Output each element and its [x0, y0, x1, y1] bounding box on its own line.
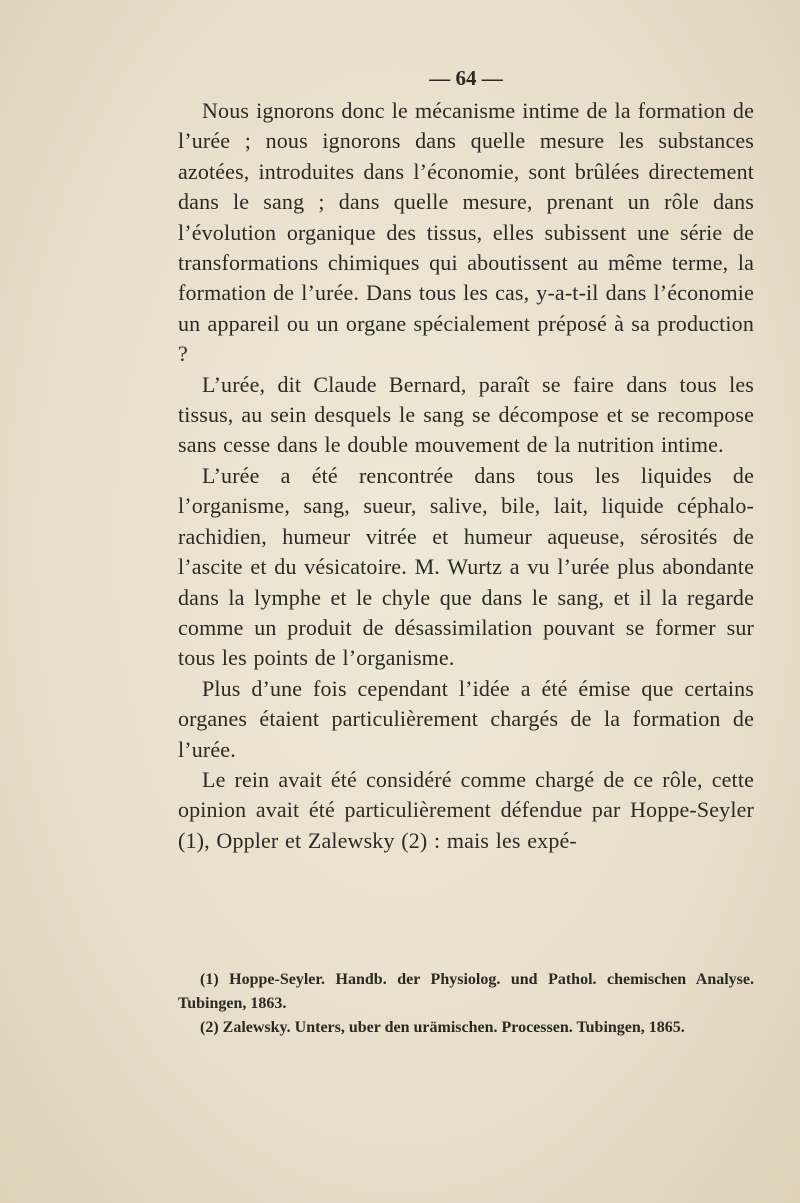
- page-number: — 64 —: [429, 66, 503, 90]
- paragraph-1: Nous ignorons donc le mécanisme intime de la formation de l’urée ; nous ignorons dans quelle mesure les substances azotées, introduites dans l’économie, sont brûlées directement dans le sang ; dans quelle mesure, prenant un rôle dans l’évolution organique des tissus, elles subissent une série de transformations chimiques qui aboutissent au même terme, la formation de l’urée. Dans tous les cas, y-a-t-il dans l’économie un appareil ou un organe spécialement préposé à sa production ?: [178, 98, 754, 367]
- paragraph-3: L’urée a été rencontrée dans tous les liquides de l’organisme, sang, sueur, salive, bile, lait, liquide céphalo-rachidien, humeur vitrée et humeur aqueuse, sérosités de l’ascite et du vésicatoire. M. Wurtz a vu l’urée plus abondante dans la lymphe et le chyle que dans le sang, et il la regarde comme un produit de désassimilation pouvant se former sur tous les points de l’organisme.: [178, 462, 754, 671]
- footnote-1: (1) Hoppe-Seyler. Handb. der Physiolog. und Pathol. chemischen Analyse. Tubingen, 1863.: [178, 971, 754, 1012]
- paragraph-5: Le rein avait été considéré comme chargé de ce rôle, cette opinion avait été particulièrement défendue par Hoppe-Seyler (1), Oppler et Zalewsky (2) : mais les expé-: [178, 766, 754, 853]
- paragraph-4: Plus d’une fois cependant l’idée a été émise que certains organes étaient particulièrement chargés de la formation de l’urée.: [178, 675, 754, 762]
- paragraph-2: L’urée, dit Claude Bernard, paraît se faire dans tous les tissus, au sein desquels le sang se décompose et se recompose sans cesse dans le double mouvement de la nutrition intime.: [178, 371, 754, 458]
- footnote-2: (2) Zalewsky. Unters, uber den urämischen. Processen. Tubingen, 1865.: [200, 1019, 685, 1036]
- footnotes: [178, 968, 754, 1040]
- page-body: [178, 60, 754, 856]
